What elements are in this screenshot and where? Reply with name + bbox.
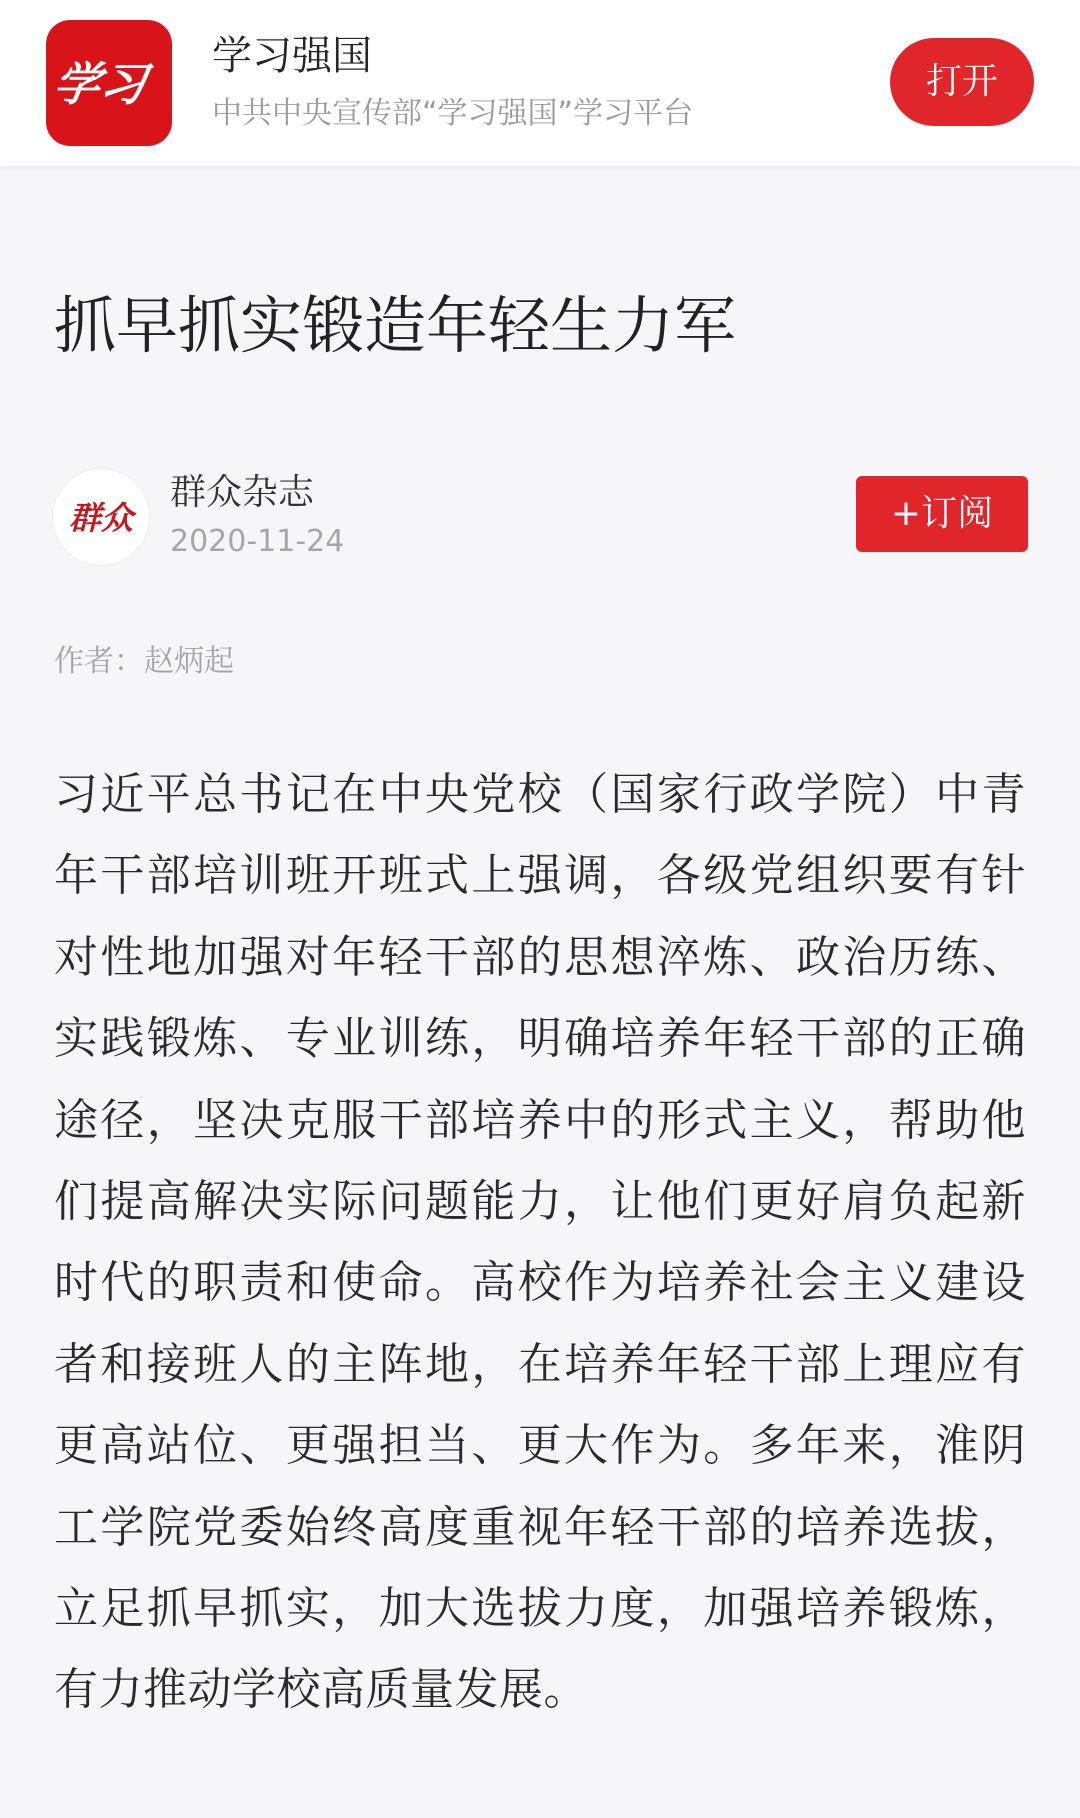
svg-text:学习: 学习 [50, 57, 150, 111]
qunzhong-logo-icon [53, 469, 149, 565]
source-avatar[interactable] [52, 468, 150, 566]
subscribe-button[interactable]: +订阅 [856, 476, 1028, 552]
author-line: 作者：赵炳起 [54, 644, 234, 679]
app-name: 学习强国 [212, 33, 372, 79]
article-title: 抓早抓实锻造年轻生力军 [54, 289, 737, 362]
article-body: 习近平总书记在中央党校（国家行政学院）中青年干部培训班开班式上强调，各级党组织要有针对性地加强对年轻干部的思想淬炼、政治历练、实践锻炼、专业训练，明确培养年轻干部的正确途径，坚决克服干部培养中的形式主义，帮助他们提高解决实际问题能力，让他们更好肩负起新时代的职责和使命。高校作为培养社会主义建设者和接班人的主阵地，在培养年轻干部上理应有更高站位、更强担当、更大作为。多年来，淮阴工学院党委始终高度重视年轻干部的培养选拔，立足抓早抓实，加大选拔力度，加强培养锻炼，有力推动学校高质量发展。 [54, 769, 1026, 1716]
xuexi-app-logo[interactable] [46, 20, 172, 146]
app-description: 中共中央宣传部“学习强国”学习平台 [212, 96, 694, 131]
svg-text:群众: 群众 [68, 499, 134, 537]
xuexi-logo-icon [46, 20, 172, 146]
open-app-button[interactable]: 打开 [890, 38, 1034, 126]
publish-date: 2020-11-24 [170, 524, 345, 559]
app-download-banner [0, 0, 1080, 167]
source-name[interactable]: 群众杂志 [170, 472, 315, 513]
